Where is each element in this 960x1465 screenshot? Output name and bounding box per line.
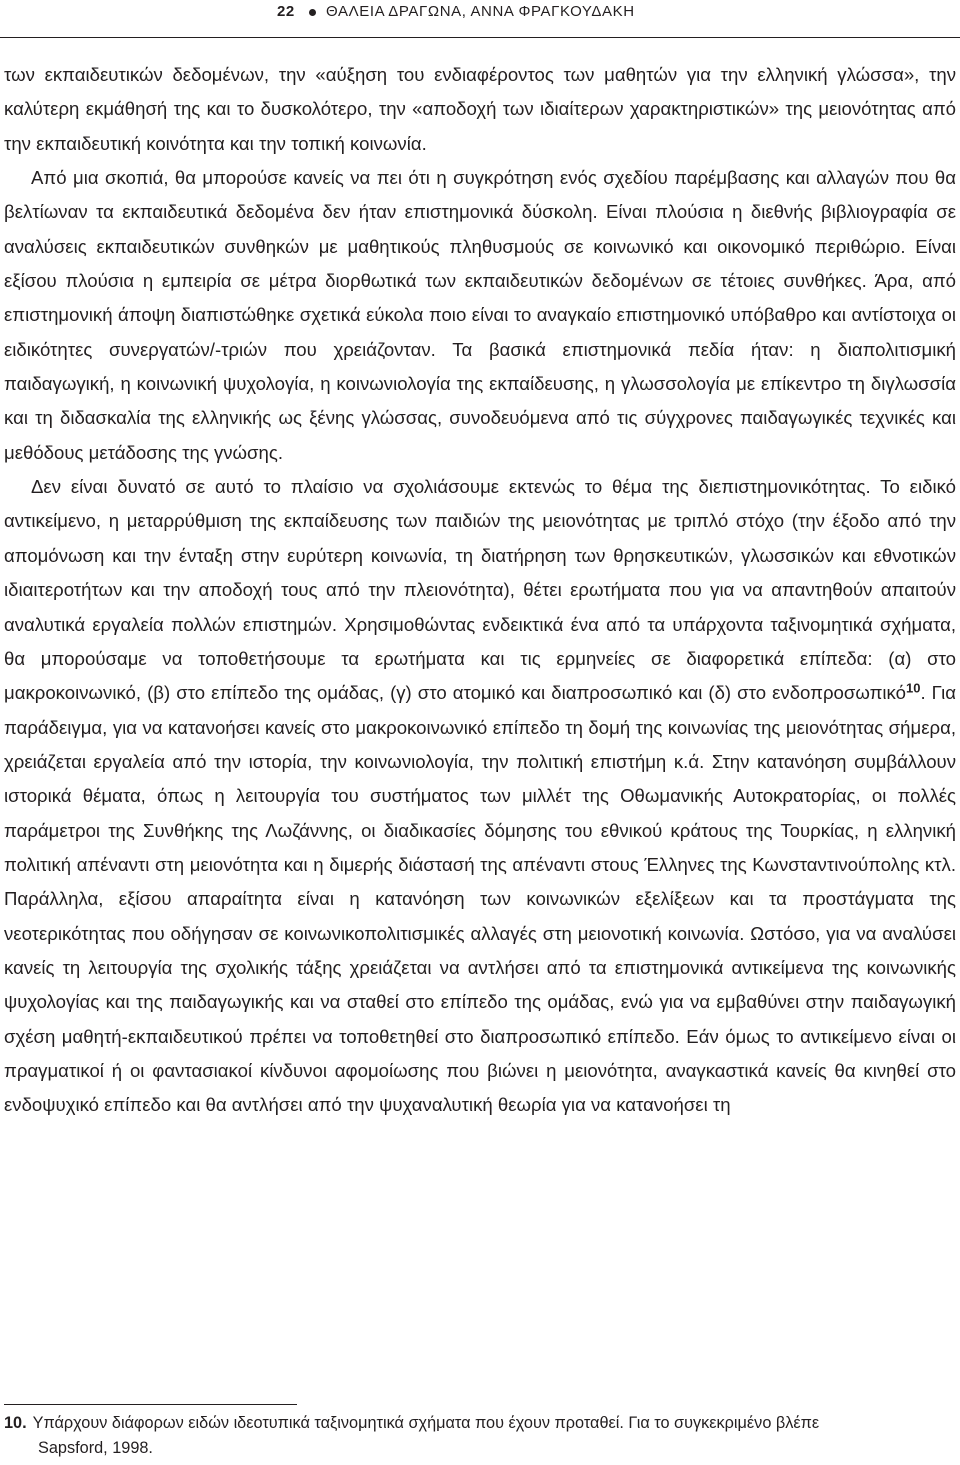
paragraph-3 [4, 470, 956, 1123]
footnote-text-line-2: Sapsford, 1998. [38, 1439, 153, 1457]
paragraph-1: των εκπαιδευτικών δεδομένων, την «αύξηση του ενδιαφέροντος των μαθητών για την ελληνική γλώσσα», την καλύτερη εκμάθησή της και το δυσκολότερο, την «αποδοχή των ιδιαίτερων χαρακτηριστικών» της μειονότητας από την εκπαιδευτική κοινότητα και την τοπική κοινωνία. [4, 64, 956, 154]
footnote-separator [4, 1404, 297, 1405]
body-text [4, 58, 956, 1123]
footnote-text-line-1: Υπάρχουν διάφορων ειδών ιδεοτυπικά ταξινομητικά σχήματα που έχουν προταθεί. Για το συγκεκριμένο βλέπε [32, 1414, 820, 1432]
footnote-number: 10. [4, 1414, 27, 1432]
footnote [4, 1411, 956, 1461]
running-head [0, 0, 960, 38]
paragraph-2: Από μια σκοπιά, θα μπορούσε κανείς να πει ότι η συγκρότηση ενός σχεδίου παρέμβασης και αλλαγών που θα βελτίωναν τα εκπαιδευτικά δεδομένα δεν ήταν επιστημονικά δύσκολη. Είναι πλούσια η διεθνής βιβλιογραφία σε αναλύσεις εκπαιδευτικών συνθηκών με μαθητικούς πληθυσμούς σε κοινωνικό και οικονομικό περιθώριο. Είναι εξίσου πλούσια η εμπειρία σε μέτρα διορθωτικά των εκπαιδευτικών δεδομένων σε τέτοιες συνθήκες. Άρα, από επιστημονική άποψη διαπιστώθηκε σχετικά εύκολα ποιο είναι το αναγκαίο επιστημονικό υπόβαθρο και αντίστοιχα οι ειδικότητες συνεργατών/-τριών που χρειάζονταν. Τα βασικά επιστημονικά πεδία ήταν: η διαπολιτισμική παιδαγωγική, η κοινωνική ψυχολογία, η κοινωνιολογία της εκπαίδευσης, η γλωσσολογία με επίκεντρο τη διγλωσσία και τη διδασκαλία της ελληνικής ως ξένης γλώσσας, συνοδευόμενα από τις σύγχρονες παιδαγωγικές τεχνικές και μεθόδους μετάδοσης της γνώσης. [4, 167, 956, 463]
bullet-dot-icon [309, 9, 316, 16]
running-head-authors: ΘΑΛΕΙΑ ΔΡΑΓΩΝΑ, ΑΝΝΑ ΦΡΑΓΚΟΥΔΑΚΗ [326, 3, 635, 20]
paragraph-3-part-2: . Για παράδειγμα, για να κατανοήσει κανείς στο μακροκοινωνικό επίπεδο τη δομή της κοινωνίας της μειονότητας σήμερα, χρειάζεται εργαλεία από την ιστορία, την κοινωνιολογία, την πολιτική επιστήμη κ.ά. Στην κατανόηση συμβάλλουν ιστορικά θέματα, όπως η λειτουργία του συστήματος των μιλλέτ της Οθωμανικής Αυτοκρατορίας, οι πολλές παράμετροι της Συνθήκης της Λωζάννης, οι διαδικασίες δόμησης του εθνικού κράτους της Τουρκίας, η ελληνική πολιτική απέναντι στη μειονότητα και η διμερής διάστασή της απέναντι στους Έλληνες της Κωνσταντινούπολης κτλ. Παράλληλα, εξίσου απαραίτητα είναι η κατανόηση των κοινωνικών εξελίξεων και τα προστάγματα της νεοτερικότητας που οδήγησαν σε κοινωνικοπολιτισμικές αλλαγές στη μειονοτική κοινωνία. Ωστόσο, για να αναλύσει κανείς τη λειτουργία της σχολικής τάξης χρειάζεται να αντλήσει από τα επιστημονικά αντικείμενα της κοινωνικής ψυχολογίας και της παιδαγωγικής και να σταθεί στο επίπεδο της ομάδας, ενώ για να εμβαθύνει στην παιδαγωγική σχέση μαθητή-εκπαιδευτικού πρέπει να τοποθετηθεί στο διαπροσωπικό επίπεδο. Εάν όμως το αντικείμενο είναι οι πραγματικοί ή οι φαντασιακοί κίνδυνοι αφομοίωσης που βιώνει η μειονότητα, αναγκαστικά κανείς θα κινηθεί στο ενδοψυχικό επίπεδο και θα αντλήσει από την ψυχαναλυτική θεωρία για να κατανοήσει τη [4, 682, 956, 1116]
footnote-reference[interactable]: 10 [905, 680, 921, 696]
paragraph-3-part-1: Δεν είναι δυνατό σε αυτό το πλαίσιο να σχολιάσουμε εκτενώς το θέμα της διεπιστημονικότητας. Το ειδικό αντικείμενο, η μεταρρύθμιση της εκπαίδευσης των παιδιών της μειονότητας με τριπλό στόχο (την έξοδο από την απομόνωση και την ένταξη στην ευρύτερη κοινωνία, τη διατήρηση των θρησκευτικών, γλωσσικών και εθνοτικών ιδιαιτεροτήτων και την αποδοχή τους από την πλειονότητα), θέτει ερωτήματα που για να απαντηθούν απαιτούν αναλυτικά εργαλεία πολλών επιστημών. Χρησιμοθώντας ενδεικτικά ένα από τα υπάρχοντα ταξινομητικά σχήματα, θα μπορούσαμε να τοποθετήσουμε τα ερωτήματα και τις ερμηνείες σε διαφορετικά επίπεδα: (α) στο μακροκοινωνικό, (β) στο επίπεδο της ομάδας, (γ) στο ατομικό και διαπροσωπικό και (δ) στο ενδοπροσωπικό [4, 476, 956, 704]
page-number: 22 [277, 3, 295, 20]
